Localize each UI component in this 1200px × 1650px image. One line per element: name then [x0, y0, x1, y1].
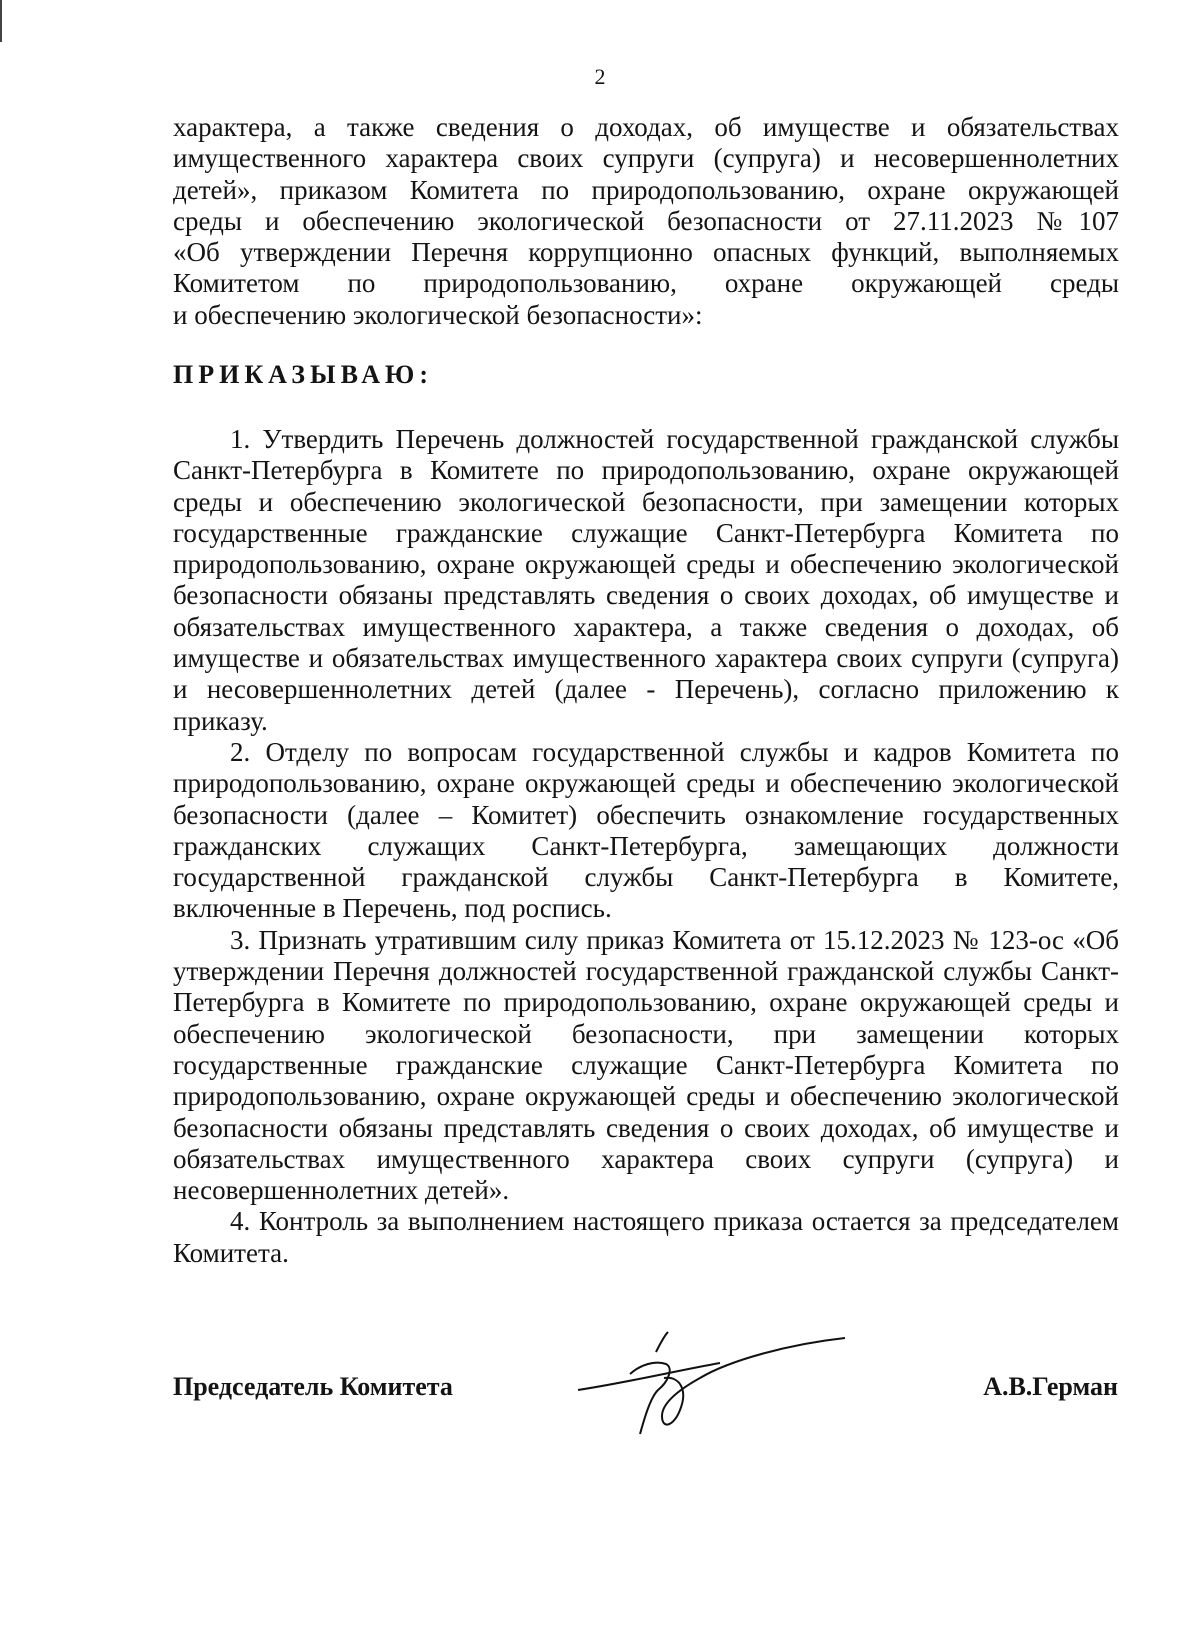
preamble-line: среды и обеспечению экологической безопасности от 27.11.2023 №107 [173, 205, 1119, 236]
order-item-4: 4. Контроль за выполнением настоящего приказа остается за председателем Комитета. [173, 1206, 1119, 1268]
preamble-line: Комитетом по природопользованию, охране окружающей среды [173, 268, 1119, 299]
preamble-line: «Об утверждении Перечня коррупционно опасных функций, выполняемых [173, 237, 1119, 268]
preamble-line: детей», приказом Комитета по природопользованию, охране окружающей [173, 174, 1119, 205]
page-number: 2 [594, 64, 606, 89]
preamble-line: и обеспечению экологической безопасности»: [173, 299, 703, 330]
order-items [173, 424, 1119, 1269]
order-item-2: 2. Отделу по вопросам государственной службы и кадров Комитета по природопользованию, охране окружающей среды и обеспечению экологической безопасности (далее – Комитет) обеспечить ознакомление государственных гражданских служащих Санкт-Петербурга, замещающих должности государственной гражданской службы Санкт-Петербурга в Комитете, включенные в Перечень, под роспись. [173, 736, 1119, 924]
signer-title: Председатель Комитета [173, 1372, 453, 1401]
preamble-line: характера, а также сведения о доходах, об имуществе и обязательствах [173, 112, 1119, 142]
handwritten-signature [570, 1330, 860, 1440]
order-item-3: 3. Признать утратившим силу приказ Комитета от 15.12.2023 № 123-ос «Об утверждении Перечня должностей государственной гражданской службы Санкт-Петербурга в Комитете по природопользованию, охране окружающей среды и обеспечению экологической безопасности, при замещении которых государственные гражданские служащие Санкт-Петербурга Комитета по природопользованию, охране окружающей среды и обеспечению экологической безопасности обязаны представлять сведения о своих доходах, об имуществе и обязательствах имущественного характера своих супруги (супруга) и несовершеннолетних детей». [173, 924, 1119, 1206]
order-item-1: 1. Утвердить Перечень должностей государственной гражданской службы Санкт-Петербурга в Комитете по природопользованию, охране окружающей среды и обеспечению экологической безопасности, при замещении которых государственные гражданские служащие Санкт-Петербурга Комитета по природопользованию, охране окружающей среды и обеспечению экологической безопасности обязаны представлять сведения о своих доходах, об имуществе и обязательствах имущественного характера, а также сведения о доходах, об имуществе и обязательствах имущественного характера своих супруги (супруга) и несовершеннолетних детей (далее - Перечень), согласно приложению к приказу. [173, 424, 1119, 736]
preamble-line: имущественного характера своих супруги (супруга) и несовершеннолетних [173, 143, 1119, 174]
signer-name: А.В.Герман [983, 1372, 1118, 1401]
order-heading: ПРИКАЗЫВАЮ: [173, 360, 433, 389]
scan-edge-mark [0, 0, 2, 42]
preamble-text [173, 112, 1119, 331]
